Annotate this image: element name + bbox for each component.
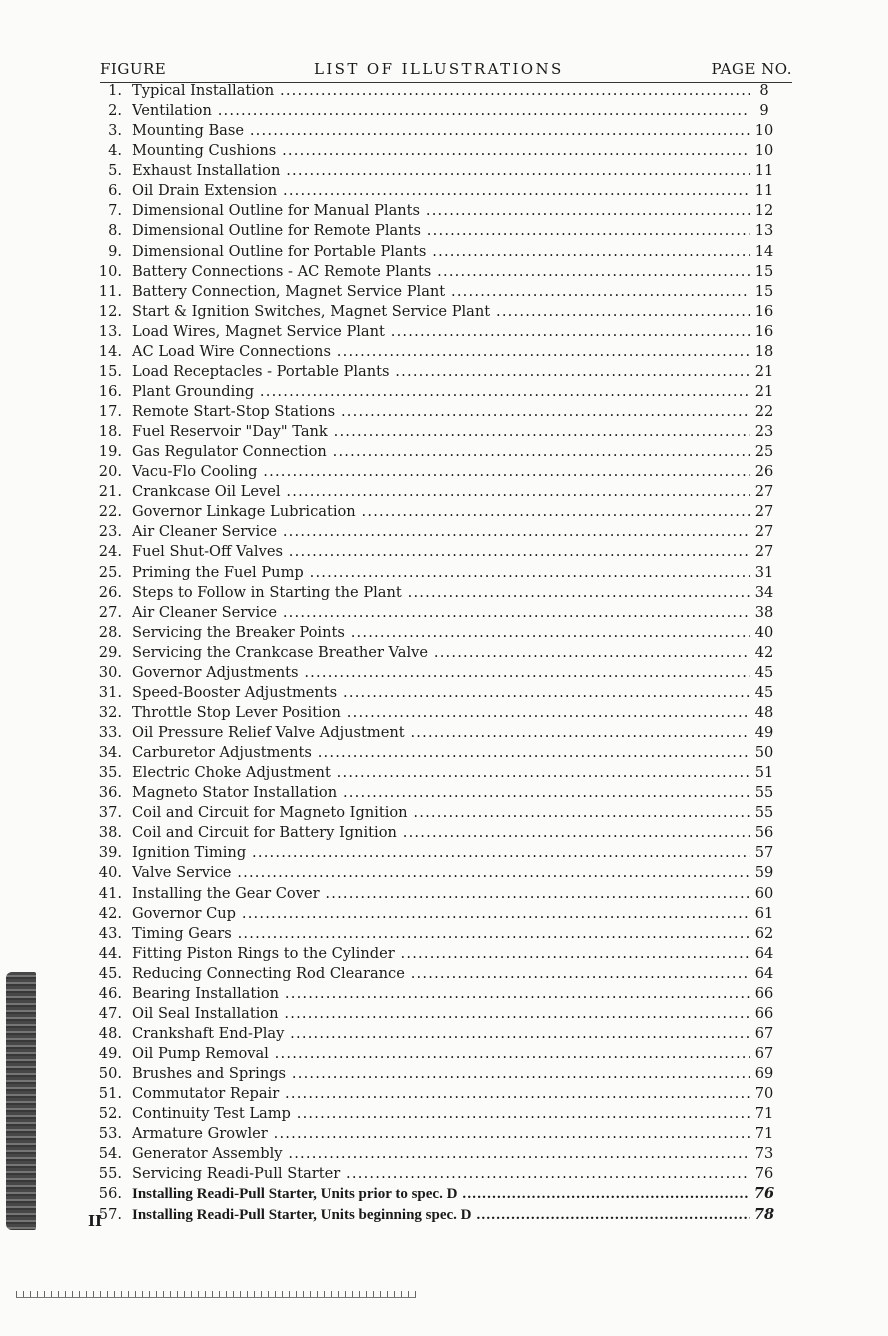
figure-number: 33. [98,724,122,741]
figure-number: 5. [108,162,122,180]
figure-page-number: 70 [754,1085,774,1103]
list-item [80,542,800,562]
figure-page-number: 16 [754,322,774,340]
list-item [80,884,800,904]
figure-title: Magneto Stator Installation ..... [132,783,750,803]
figure-title: AC Load Wire Connections ..... [132,342,750,362]
figure-title: Load Receptacles - Portable Plants ..... [132,362,750,382]
figure-page-number: 27 [754,503,774,521]
figure-title: Typical Installation ..... [132,81,750,101]
figure-title: Ignition Timing ..... [132,843,750,863]
figure-title: Continuity Test Lamp ..... [132,1104,750,1124]
figure-page-number: 45 [754,663,774,681]
figure-title: Reducing Connecting Rod Clearance ..... [132,964,750,984]
figure-number: 43. [98,924,122,942]
figure-title: Electric Choke Adjustment ..... [132,763,750,783]
figure-title: Battery Connections - AC Remote Plants ..... [132,262,750,282]
figure-number: 44. [98,944,122,962]
list-item [80,1164,800,1184]
figure-title: Crankshaft End-Play ..... [132,1024,750,1044]
figure-page-number: 27 [754,523,774,541]
figure-title: Dimensional Outline for Manual Plants ..... [132,201,750,221]
figure-number: 40. [98,864,122,882]
list-item [80,863,800,883]
figure-title: Brushes and Springs ..... [132,1064,750,1084]
figure-number: 42. [98,904,122,922]
figure-title: Mounting Cushions ..... [132,141,750,161]
list-item [80,1184,800,1204]
figure-number: 47. [98,1004,122,1022]
figure-number: 15. [98,362,122,380]
figure-number: 30. [98,663,122,681]
figure-page-number: 16 [754,302,774,320]
list-item [80,402,800,422]
list-item [80,181,800,201]
figure-number: 50. [98,1065,122,1083]
list-item [80,964,800,984]
figure-number: 54. [98,1145,122,1163]
figure-title: Start & Ignition Switches, Magnet Service Plant ..... [132,302,750,322]
list-item [80,442,800,462]
binding-edge-shadow [6,972,36,1230]
figure-title: Servicing Readi-Pull Starter ..... [132,1164,750,1184]
figure-page-number: 11 [754,162,774,180]
figure-number: 38. [98,824,122,842]
list-item [80,783,800,803]
figure-title: Fuel Shut-Off Valves ..... [132,542,750,562]
figure-page-number: 12 [754,202,774,220]
list-item [80,322,800,342]
list-item [80,803,800,823]
figure-title: Crankcase Oil Level ..... [132,482,750,502]
figure-page-number: 23 [754,423,774,441]
figure-page-number: 22 [754,403,774,420]
figure-page-number: 64 [754,944,774,962]
figure-page-number: 59 [754,864,774,882]
figure-page-number: 71 [754,1105,774,1123]
figure-number: 57. [98,1205,122,1223]
figure-number: 34. [98,744,122,762]
list-item [80,282,800,302]
list-item [80,101,800,121]
figure-title: Governor Adjustments ..... [132,663,750,683]
roman-page-number: II [88,1212,103,1230]
figure-page-number: 76 [754,1165,774,1183]
figure-page-number: 64 [754,964,774,982]
list-item [80,743,800,763]
figure-page-number: 10 [754,142,774,160]
figure-title: Installing Readi-Pull Starter, Units prior to spec. D ..... [132,1184,750,1204]
list-item [80,1004,800,1024]
figure-title: Dimensional Outline for Remote Plants ..... [132,221,750,241]
figure-page-number: 66 [754,1004,774,1022]
figure-title: Installing Readi-Pull Starter, Units beginning spec. D ..... [132,1205,750,1225]
figure-page-number: 26 [754,463,774,481]
figure-page-number: 67 [754,1045,774,1062]
figure-title: Oil Drain Extension ..... [132,181,750,201]
figure-title: Remote Start-Stop Stations ..... [132,402,750,422]
figure-number: 23. [98,523,122,541]
list-item [80,984,800,1004]
figure-title: Exhaust Installation ..... [132,161,750,181]
figure-number: 4. [108,142,122,160]
figure-number: 46. [98,984,122,1002]
figure-number: 12. [98,302,122,320]
figure-title: Carburetor Adjustments ..... [132,743,750,763]
figure-number: 10. [98,262,122,280]
figure-title: Governor Linkage Lubrication ..... [132,502,750,522]
figure-number: 2. [108,102,122,120]
figure-page-number: 25 [754,443,774,461]
illustration-list [80,81,800,1225]
figure-page-number: 57 [754,844,774,862]
figure-title: Armature Growler ..... [132,1124,750,1144]
figure-number: 37. [98,804,122,822]
figure-page-number: 62 [754,924,774,942]
list-item [80,121,800,141]
figure-title: Installing the Gear Cover ..... [132,884,750,904]
figure-title: Priming the Fuel Pump ..... [132,563,750,583]
figure-page-number: 45 [754,683,774,701]
figure-number: 51. [98,1085,122,1103]
figure-number: 3. [108,122,122,140]
figure-title: Air Cleaner Service ..... [132,603,750,623]
figure-title: Ventilation ..... [132,101,750,121]
figure-page-number: 73 [754,1145,774,1163]
figure-page-number: 27 [754,483,774,501]
figure-number: 18. [98,423,122,441]
figure-page-number: 38 [754,603,774,621]
figure-title: Generator Assembly ..... [132,1144,750,1164]
figure-page-number: 14 [754,242,774,260]
list-item [80,683,800,703]
figure-number: 48. [98,1024,122,1042]
figure-page-number: 31 [754,563,774,581]
figure-page-number: 55 [754,784,774,802]
figure-page-number: 55 [754,804,774,822]
list-item [80,904,800,924]
figure-title: Timing Gears ..... [132,924,750,944]
list-header [100,60,792,83]
list-item [80,141,800,161]
list-item [80,723,800,743]
figure-title: Dimensional Outline for Portable Plants ..... [132,242,750,262]
figure-title: Commutator Repair ..... [132,1084,750,1104]
figure-number: 45. [98,964,122,982]
list-item [80,663,800,683]
figure-page-number: 61 [754,904,774,922]
list-item [80,362,800,382]
figure-page-number: 66 [754,984,774,1002]
figure-title: Coil and Circuit for Magneto Ignition ..... [132,803,750,823]
figure-number: 41. [98,884,122,902]
figure-title: Speed-Booster Adjustments ..... [132,683,750,703]
figure-number: 56. [98,1185,122,1203]
list-item [80,1024,800,1044]
figure-page-number: 69 [754,1065,774,1083]
figure-page-number: 71 [754,1125,774,1143]
figure-title: Coil and Circuit for Battery Ignition ..... [132,823,750,843]
list-item [80,583,800,603]
figure-page-number: 60 [754,884,774,902]
figure-title: Plant Grounding ..... [132,382,750,402]
list-item [80,462,800,482]
figure-page-number: 67 [754,1024,774,1042]
list-item [80,843,800,863]
list-item [80,201,800,221]
list-item [80,422,800,442]
list-item [80,823,800,843]
figure-number: 19. [98,443,122,461]
figure-title: Servicing the Breaker Points ..... [132,623,750,643]
figure-title: Fuel Reservoir "Day" Tank ..... [132,422,750,442]
figure-number: 49. [98,1045,122,1062]
figure-number: 13. [98,322,122,340]
figure-title: Battery Connection, Magnet Service Plant ..... [132,282,750,302]
list-item [80,502,800,522]
list-item [80,1044,800,1064]
figure-page-number: 50 [754,744,774,762]
list-item [80,623,800,643]
list-item [80,262,800,282]
figure-title: Bearing Installation ..... [132,984,750,1004]
figure-page-number: 13 [754,222,774,240]
list-item [80,703,800,723]
figure-title: Air Cleaner Service ..... [132,522,750,542]
list-item [80,482,800,502]
figure-title: Vacu-Flo Cooling ..... [132,462,750,482]
figure-number: 11. [98,282,122,300]
list-item [80,563,800,583]
figure-number: 16. [98,382,122,400]
figure-page-number: 42 [754,643,774,661]
figure-title: Oil Seal Installation ..... [132,1004,750,1024]
list-item [80,81,800,101]
figure-number: 17. [98,403,122,420]
figure-number: 20. [98,463,122,481]
figure-page-number: 8 [759,82,769,99]
figure-number: 53. [98,1125,122,1143]
list-item [80,1144,800,1164]
figure-number: 28. [98,623,122,641]
list-item [80,382,800,402]
figure-page-number: 21 [754,382,774,400]
figure-number: 6. [108,182,122,200]
list-item [80,924,800,944]
figure-number: 35. [98,764,122,782]
figure-column-label: FIGURE [100,60,167,78]
figure-number: 9. [108,242,122,260]
bottom-scan-rule [16,1291,416,1298]
figure-number: 22. [98,503,122,521]
figure-page-number: 11 [754,182,774,200]
figure-page-number: 48 [754,703,774,721]
figure-title: Steps to Follow in Starting the Plant ..... [132,583,750,603]
figure-number: 25. [98,563,122,581]
list-item [80,1124,800,1144]
figure-number: 39. [98,844,122,862]
figure-number: 29. [98,643,122,661]
figure-page-number: 27 [754,543,774,561]
figure-number: 32. [98,703,122,721]
list-item [80,1104,800,1124]
list-item [80,1205,800,1225]
page-number-column-label: PAGE NO. [711,60,792,78]
figure-number: 8. [108,222,122,240]
figure-page-number: 51 [754,764,774,782]
list-item [80,342,800,362]
figure-title: Fitting Piston Rings to the Cylinder ..... [132,944,750,964]
figure-number: 52. [98,1105,122,1123]
figure-page-number: 40 [754,623,774,641]
figure-number: 36. [98,784,122,802]
figure-page-number: 76 [753,1185,775,1203]
list-item [80,1064,800,1084]
list-item [80,302,800,322]
figure-title: Throttle Stop Lever Position ..... [132,703,750,723]
list-item [80,763,800,783]
figure-title: Mounting Base ..... [132,121,750,141]
list-item [80,1084,800,1104]
figure-number: 24. [98,543,122,561]
figure-title: Valve Service ..... [132,863,750,883]
figure-number: 55. [98,1165,122,1183]
figure-page-number: 34 [754,583,774,601]
figure-title: Oil Pressure Relief Valve Adjustment ..... [132,723,750,743]
figure-page-number: 10 [754,122,774,140]
figure-title: Gas Regulator Connection ..... [132,442,750,462]
figure-number: 31. [98,683,122,701]
figure-page-number: 78 [753,1205,775,1223]
figure-title: Load Wires, Magnet Service Plant ..... [132,322,750,342]
figure-page-number: 15 [754,282,774,300]
figure-number: 1. [108,82,122,99]
list-item [80,603,800,623]
list-item [80,522,800,542]
figure-page-number: 49 [754,724,774,741]
figure-title: Governor Cup ..... [132,904,750,924]
figure-page-number: 56 [754,824,774,842]
list-item [80,944,800,964]
figure-page-number: 15 [754,262,774,280]
figure-page-number: 18 [754,342,774,360]
document-title: LIST OF ILLUSTRATIONS [314,60,564,78]
figure-number: 21. [98,483,122,501]
figure-number: 7. [108,202,122,220]
list-item [80,221,800,241]
figure-title: Oil Pump Removal ..... [132,1044,750,1064]
list-item [80,161,800,181]
figure-title: Servicing the Crankcase Breather Valve ..... [132,643,750,663]
list-item [80,643,800,663]
figure-number: 26. [98,583,122,601]
figure-number: 14. [98,342,122,360]
figure-number: 27. [98,603,122,621]
figure-page-number: 9 [759,102,769,120]
list-item [80,242,800,262]
figure-page-number: 21 [754,362,774,380]
